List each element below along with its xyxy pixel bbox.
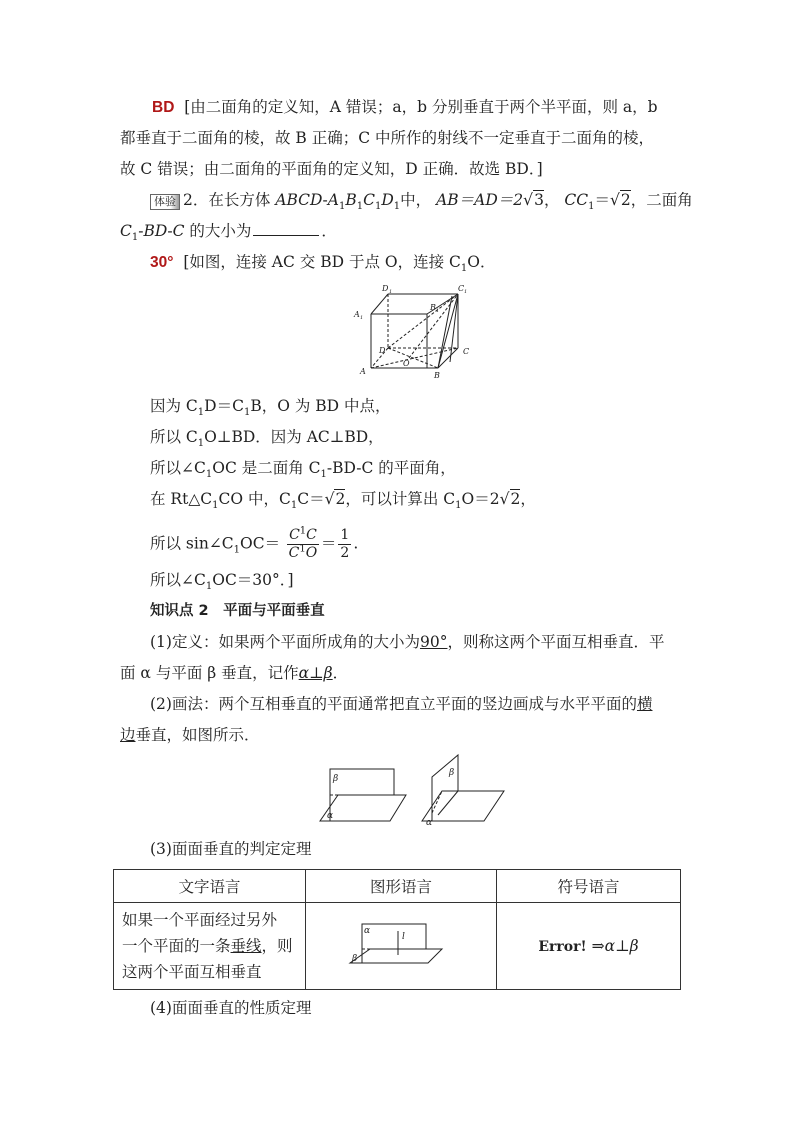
label-d: D [379, 346, 386, 355]
s4a: 在 Rt△C [150, 490, 213, 508]
text-b-line [122, 933, 297, 959]
s4d: ，可以计算出 C [345, 490, 456, 508]
sqrt-2: 2 [620, 191, 631, 209]
svg-text:1: 1 [389, 289, 393, 295]
tfig-alpha: α [364, 926, 371, 936]
cell-text-language [114, 903, 306, 990]
answer-line-1 [152, 97, 658, 118]
text-b: 一个平面的一条 [122, 937, 231, 955]
s1b: D＝C [204, 397, 244, 415]
svg-text:1: 1 [436, 308, 440, 314]
solution-text-end: O． [467, 253, 496, 271]
header-text-language: 文字语言 [114, 870, 306, 903]
label-c: C [463, 347, 470, 356]
table-header-row [114, 870, 681, 903]
fig-beta-right: β [449, 768, 455, 778]
s3c: -BD-C 的平面角， [326, 459, 456, 477]
angle-90: 90° [419, 633, 448, 651]
q2-tail: ，二面角 [630, 191, 693, 209]
question-2-line-1: 体验 2．在长方体 ABCD-$A_1B_1C_1D_1$中， AB＝AD＝2√3， $CC_1=√2$，二面角 [150, 190, 693, 210]
text-perpendicular: 垂线 [230, 937, 262, 955]
fraction-c1c-c1o: $\frac{C^1C}{C^1O}$ [288, 525, 318, 561]
sqrt-3: 3 [534, 191, 544, 209]
explanation-line-2: 都垂直于二面角的棱，故 B 正确；C 中所作的射线不一定垂直于二面角的棱， [120, 129, 655, 147]
d1a: (1)定义：如果两个平面所成角的大小为 [150, 633, 420, 651]
d2a: (2)画法：两个互相垂直的平面通常把直立平面的竖边画成与水平平面的 [150, 695, 637, 713]
theorem-figure [346, 919, 456, 969]
solution-line-4: 所以$\angle C_1OC$ 是二面角 $C_1-BD-C$ 的平面角， [150, 459, 456, 481]
judgment-theorem-heading: (3)面面垂直的判定定理 [150, 840, 312, 858]
d2-u2: 边 [120, 726, 136, 744]
explanation-line-3: 故 C 错误；由二面角的平面角的定义知，D 正确．故选 BD．] [120, 160, 543, 178]
symbol-relation: ⇒α⊥β [591, 937, 639, 955]
perpendicular-planes-figure [318, 753, 508, 831]
s1c: B，O 为 BD 中点， [250, 397, 391, 415]
s3a: 所以∠C [150, 459, 206, 477]
s6b: OC＝30°．] [212, 571, 294, 589]
q2-eq-cc: CC [564, 191, 589, 209]
answer-bd: BD [152, 99, 175, 116]
property-theorem-heading: (4)面面垂直的性质定理 [150, 999, 312, 1017]
solution-line-7: 所以$\angle C_1OC=30^\circ$．] [150, 571, 294, 593]
s4c: C＝ [297, 490, 325, 508]
tfig-l: l [402, 932, 405, 942]
symbol-error: Error! [538, 939, 587, 955]
drawing-line-2 [120, 725, 260, 745]
s5b: OC＝ [240, 534, 281, 553]
d1c: 面 α 与平面 β 垂直，记作 [120, 664, 299, 682]
label-d1: D [382, 284, 389, 293]
label-a: A [360, 367, 366, 376]
s6a: 所以∠C [150, 571, 206, 589]
text-a: 如果一个平面经过另外 [122, 911, 278, 929]
text-c: ，则 [261, 937, 293, 955]
d1d: ． [332, 664, 349, 682]
d2-u1: 横 [636, 695, 653, 713]
solution-text: [如图，连接 AC 交 BD 于点 O，连接 C [183, 253, 461, 271]
cell-figure-language [306, 903, 497, 990]
fraction-half: $\frac{1}{2}$ [340, 527, 350, 561]
sqrt-2-c: 2 [510, 490, 521, 508]
fig-alpha-left: α [327, 811, 334, 821]
solution-line-2: 因为 $C_1D=C_1B$，O 为 BD 中点， [150, 397, 391, 419]
q2-line2-tail: 的大小为 [189, 222, 252, 240]
perp-relation: α⊥β [298, 664, 333, 682]
s1a: 因为 C [150, 397, 198, 415]
fig-beta-left: β [333, 774, 339, 784]
drawing-line-1 [150, 694, 652, 714]
d2b: 垂直，如图所示． [135, 726, 260, 744]
s5a: 所以 sin∠C [150, 534, 234, 553]
header-symbol-language: 符号语言 [497, 870, 681, 903]
cuboid-figure [352, 282, 477, 380]
s2b: O⊥BD．因为 AC⊥BD， [204, 428, 384, 446]
s2a: 所以 C [150, 428, 198, 446]
knowledge-point-title: 知识点 2 平面与平面垂直 [150, 603, 325, 619]
sqrt-2-b: 2 [335, 490, 346, 508]
svg-text:1: 1 [464, 289, 468, 295]
answer-blank [253, 221, 319, 236]
solution-line-5: 在 $Rt\triangle C_1CO$ 中，$C_1C=√2$，可以计算出 $C_1O=2√2$， [150, 490, 536, 512]
definition-line-2 [120, 663, 348, 683]
label-o: O [403, 359, 410, 368]
question-number: 2．在长方体 [183, 191, 271, 209]
q2-mid: 中， [400, 191, 432, 209]
explanation-line-1: [由二面角的定义知，A 错误；a，b 分别垂直于两个半平面，则 a，b [184, 98, 658, 116]
tfig-beta: β [352, 954, 358, 964]
s4e: O＝2 [461, 490, 500, 508]
d1b: ，则称这两个平面互相垂直．平 [447, 633, 665, 651]
solution-line-3: 所以 $C_1O\perp BD$．因为 AC⊥BD， [150, 428, 384, 450]
text-d: 这两个平面互相垂直 [122, 963, 262, 981]
solution-line-1: 30° [如图，连接 AC 交 BD 于点 O，连接 $C_1O$． [150, 253, 496, 275]
svg-text:1: 1 [360, 315, 364, 321]
solution-line-6: 所以 $\sin\angle C_1OC=$ $\frac{C^1C}{C^1O}$ ＝ $\frac{1}{2}$ . [150, 525, 359, 561]
experience-badge: 体验 [150, 194, 180, 210]
definition-line-1 [150, 632, 664, 652]
label-c1: C [458, 284, 465, 293]
question-2-line-2: $C_1-BD-C$ 的大小为 ． [120, 222, 337, 244]
s3b: OC 是二面角 C [212, 459, 321, 477]
label-b: B [434, 371, 440, 380]
header-figure-language: 图形语言 [306, 870, 497, 903]
answer-30: 30° [150, 254, 174, 271]
fig-alpha-right: α [426, 818, 433, 828]
judgment-theorem-table [113, 869, 681, 990]
cell-symbol-language [497, 903, 681, 990]
s4b: CO 中，C [218, 490, 291, 508]
label-b1: B [430, 303, 436, 312]
label-a1: A [354, 310, 360, 319]
table-row [114, 903, 681, 990]
q2-eq-ab: AB＝AD＝2 [436, 191, 524, 209]
